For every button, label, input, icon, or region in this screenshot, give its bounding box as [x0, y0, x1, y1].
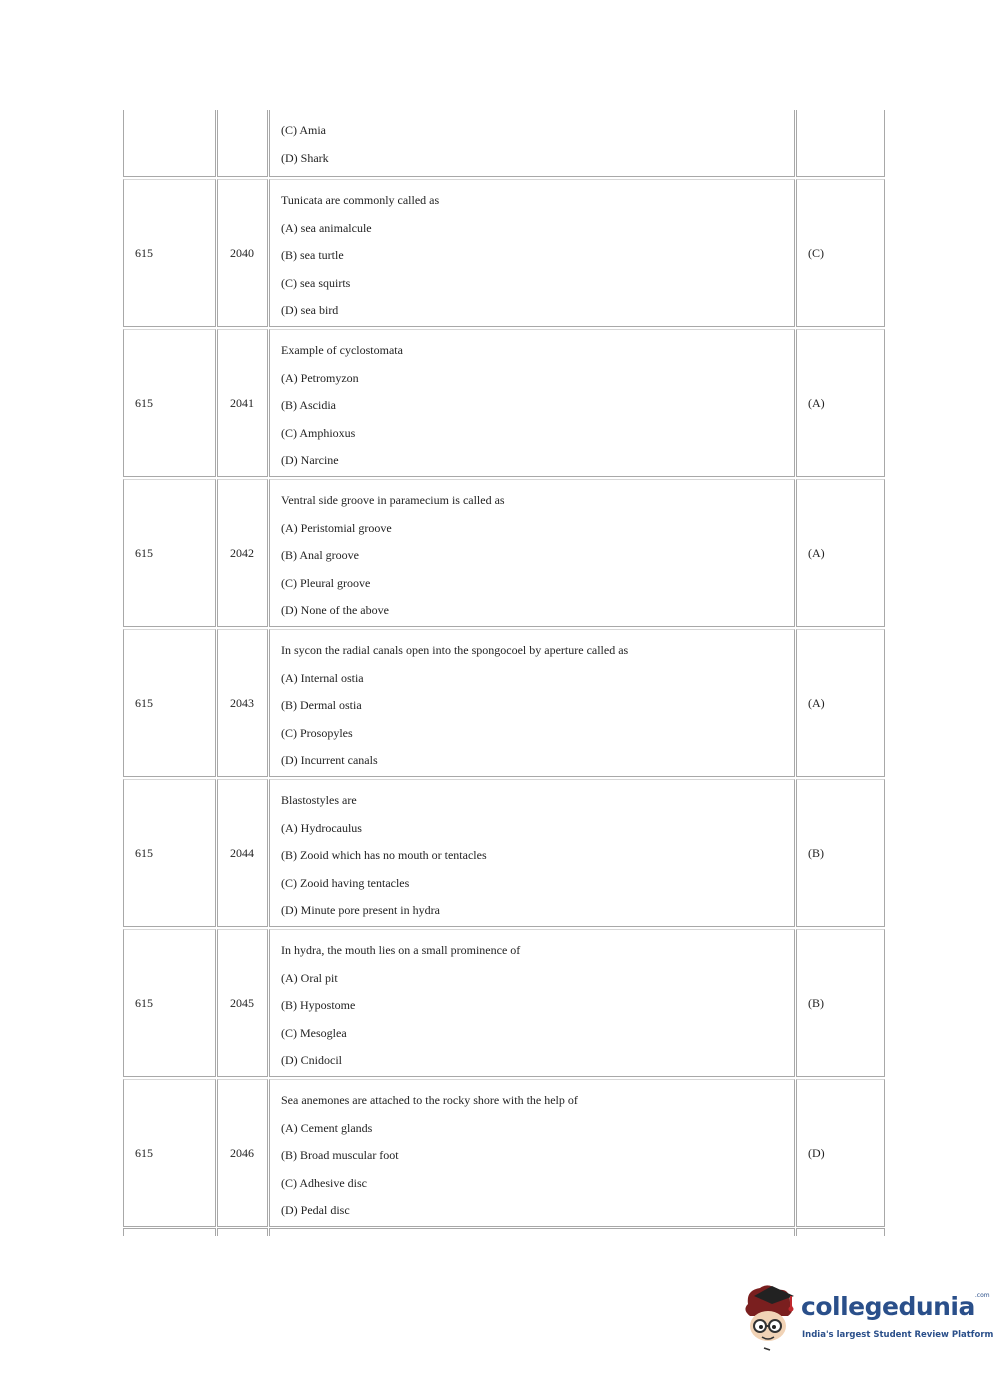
- answer-cell: [796, 329, 885, 477]
- logo-tagline: India's largest Student Review Platform: [802, 1330, 994, 1340]
- option-line: (D) Narcine: [281, 453, 339, 468]
- code-cell: [123, 1079, 216, 1227]
- question-cell: [269, 479, 795, 627]
- question-text: In sycon the radial canals open into the spongocoel by aperture called as: [281, 643, 629, 657]
- answer-key: (A): [808, 545, 825, 560]
- option-line: (B) Ascidia: [281, 398, 336, 413]
- option-line: (C) Mesoglea: [281, 1025, 347, 1040]
- option-line: (D) Cnidocil: [281, 1053, 342, 1068]
- question-text: Ventral side groove in paramecium is called as: [281, 493, 505, 507]
- code-cell: [123, 629, 216, 777]
- table-row: [123, 178, 885, 328]
- option-line: (B) Broad muscular foot: [281, 1148, 399, 1163]
- answer-cell: [796, 479, 885, 627]
- question-text: Blastostyles are: [281, 793, 357, 807]
- option-line: (D) sea bird: [281, 303, 339, 318]
- option-line: (C) Adhesive disc: [281, 1175, 367, 1190]
- logo-wordmark: collegedunia$^{.com}$: [801, 1292, 990, 1321]
- question-number: 2046: [230, 1145, 254, 1160]
- question-text: Tunicata are commonly called as: [281, 193, 440, 207]
- answer-cell: [796, 1079, 885, 1227]
- option-line: (B) sea turtle: [281, 248, 344, 263]
- cell-empty: [796, 110, 885, 177]
- option-line: (C) sea squirts: [281, 275, 351, 290]
- subject-code: 615: [135, 995, 153, 1010]
- option-line: (D) Pedal disc: [281, 1203, 350, 1218]
- option-line: (D) Minute pore present in hydra: [281, 903, 440, 918]
- question-cell: [269, 329, 795, 477]
- question-text: In hydra, the mouth lies on a small prominence of: [281, 943, 521, 957]
- question-number: 2045: [230, 995, 254, 1010]
- option-line: (A) Cement glands: [281, 1120, 373, 1135]
- question-number: 2044: [230, 845, 254, 860]
- qno-cell: [217, 929, 268, 1077]
- option-line: (C) Amphioxus: [281, 425, 356, 440]
- cell-empty: [269, 1228, 795, 1236]
- table-row: [123, 1078, 885, 1228]
- question-number: 2041: [230, 395, 254, 410]
- option-line: (A) Internal ostia: [281, 670, 364, 685]
- qno-cell: [217, 629, 268, 777]
- question-text: Example of cyclostomata: [281, 343, 403, 357]
- table-row-stub: [123, 1228, 885, 1236]
- subject-code: 615: [135, 395, 153, 410]
- question-cell: [269, 1079, 795, 1227]
- answer-cell: [796, 179, 885, 327]
- question-cell: [269, 629, 795, 777]
- collegedunia-logo: [740, 1282, 994, 1354]
- answer-key: (A): [808, 695, 825, 710]
- question-cell: [269, 779, 795, 927]
- question-number: 2040: [230, 245, 254, 260]
- answer-key: (D): [808, 1145, 825, 1160]
- option-line: (A) Peristomial groove: [281, 520, 392, 535]
- logo-suffix: .com: [974, 1292, 990, 1299]
- cell-empty: [796, 1228, 885, 1236]
- subject-code: 615: [135, 1145, 153, 1160]
- option-line: (C) Amia: [281, 123, 326, 137]
- answer-key: (B): [808, 995, 824, 1010]
- code-cell: [123, 929, 216, 1077]
- option-line: (A) sea animalcule: [281, 220, 372, 235]
- subject-code: 615: [135, 845, 153, 860]
- code-cell: [123, 329, 216, 477]
- question-text: Sea anemones are attached to the rocky shore with the help of: [281, 1093, 578, 1107]
- qno-cell: [217, 779, 268, 927]
- question-table: [123, 110, 885, 1236]
- answer-key: (A): [808, 395, 825, 410]
- cell-empty: [217, 1228, 268, 1236]
- answer-cell: [796, 929, 885, 1077]
- option-line: (A) Petromyzon: [281, 370, 359, 385]
- code-cell: [123, 479, 216, 627]
- table-row: [123, 778, 885, 928]
- qno-cell: [217, 179, 268, 327]
- option-line: (B) Dermal ostia: [281, 698, 362, 713]
- table-row: [123, 628, 885, 778]
- qno-cell: [217, 1079, 268, 1227]
- option-line: (D) Shark: [281, 150, 329, 165]
- option-line: (C) Prosopyles: [281, 725, 353, 740]
- option-line: (D) Incurrent canals: [281, 753, 378, 768]
- table-row: [123, 928, 885, 1078]
- answer-cell: [796, 629, 885, 777]
- subject-code: 615: [135, 695, 153, 710]
- option-line: (B) Hypostome: [281, 998, 356, 1013]
- table-row: [123, 328, 885, 478]
- option-line: (C) Pleural groove: [281, 575, 371, 590]
- option-line: (C) Zooid having tentacles: [281, 875, 410, 890]
- option-line: (A) Oral pit: [281, 970, 338, 985]
- table-row: [123, 478, 885, 628]
- question-number: 2042: [230, 545, 254, 560]
- subject-code: 615: [135, 245, 153, 260]
- cell-empty: [123, 1228, 216, 1236]
- question-cell: [269, 929, 795, 1077]
- table-row-continued: [123, 110, 885, 178]
- answer-key: (C): [808, 245, 824, 260]
- cell-empty: [217, 110, 268, 177]
- option-line: (B) Anal groove: [281, 548, 359, 563]
- question-cell: [269, 110, 795, 177]
- answer-key: (B): [808, 845, 824, 860]
- mascot-icon: [740, 1282, 800, 1354]
- subject-code: 615: [135, 545, 153, 560]
- code-cell: [123, 779, 216, 927]
- cell-empty: [123, 110, 216, 177]
- question-number: 2043: [230, 695, 254, 710]
- option-line: (A) Hydrocaulus: [281, 820, 362, 835]
- option-line: (D) None of the above: [281, 603, 389, 618]
- question-cell: [269, 179, 795, 327]
- option-line: (B) Zooid which has no mouth or tentacles: [281, 848, 487, 863]
- code-cell: [123, 179, 216, 327]
- answer-cell: [796, 779, 885, 927]
- qno-cell: [217, 479, 268, 627]
- qno-cell: [217, 329, 268, 477]
